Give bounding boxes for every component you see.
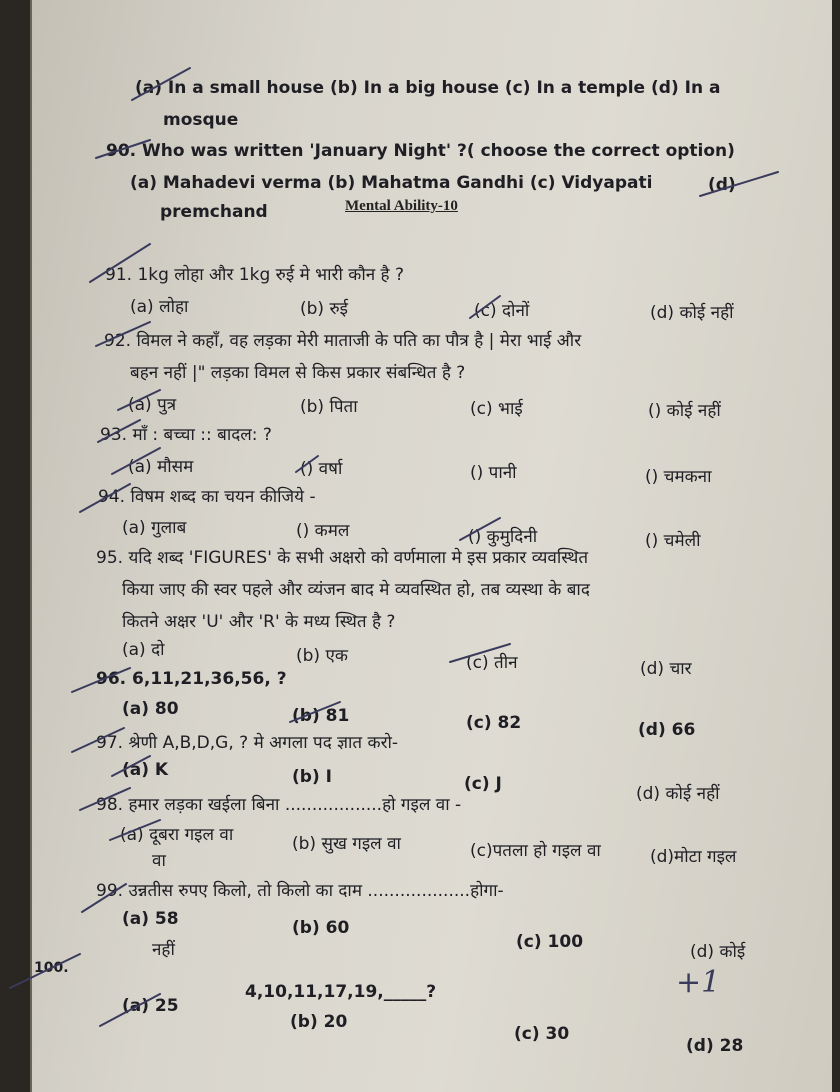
q90-option-d-cont: premchand: [160, 202, 268, 222]
q99-option-d-cont: नहीं: [152, 940, 175, 960]
q93-option-c: () पानी: [470, 463, 517, 483]
section-title: Mental Ability-10: [345, 198, 458, 214]
q94-option-d: () चमेली: [645, 531, 701, 551]
q92-option-b: (b) पिता: [300, 397, 358, 417]
q98-option-d: (d)मोटा गइल: [650, 847, 737, 867]
q100-option-b: (b) 20: [290, 1012, 348, 1032]
q93-option-d: () चमकना: [645, 467, 712, 487]
q92-option-d: () कोई नहीं: [648, 401, 721, 421]
q96-option-d: (d) 66: [638, 720, 696, 740]
q93-option-b: () वर्षा: [300, 459, 343, 479]
q96-option-a: (a) 80: [122, 699, 179, 719]
q98-option-a-cont: वा: [152, 851, 166, 871]
q92-question-line2: बहन नहीं |" लड़का विमल से किस प्रकार संबन्धित है ?: [130, 363, 466, 383]
q95-question-line1: 95. यदि शब्द 'FIGURES' के सभी अक्षरो को वर्णमाला मे इस प्रकार व्यवस्थित: [96, 548, 589, 568]
q100-option-c: (c) 30: [514, 1024, 570, 1044]
q91-question: 91. 1kg लोहा और 1kg रुई मे भारी कौन है ?: [105, 265, 405, 285]
q89-option-a: (a) In a small house: [135, 78, 325, 98]
q99-option-a: (a) 58: [122, 909, 179, 929]
q89-option-d-cont: mosque: [163, 110, 239, 130]
q90-option-c: (c) Vidyapati: [529, 173, 653, 193]
q98-option-a: (a) दूबरा गइल वा: [120, 825, 234, 845]
q95-option-b: (b) एक: [296, 646, 348, 666]
q89-option-b: (b) In a big house: [330, 78, 499, 98]
q92-option-a: (a) पुत्र: [128, 395, 177, 415]
q98-question: 98. हमार लड़का खईला बिना ..................हो गइल वा -: [96, 795, 462, 815]
q96-option-b: (b) 81: [292, 706, 350, 726]
q90-option-a: (a) Mahadevi verma: [130, 173, 322, 193]
q100-option-d: (d) 28: [686, 1036, 744, 1056]
q97-question: 97. श्रेणी A,B,D,G, ? मे अगला पद ज्ञात करो-: [96, 733, 399, 753]
q91-option-b: (b) रुई: [300, 299, 348, 319]
q99-option-d: (d) कोई: [690, 942, 746, 962]
q98-option-c: (c)पतला हो गइल वा: [470, 841, 601, 861]
q98-option-b: (b) सुख गइल वा: [292, 834, 401, 854]
q99-option-c: (c) 100: [516, 932, 584, 952]
q91-option-d: (d) कोई नहीं: [650, 303, 734, 323]
score-note: +1: [676, 965, 721, 1000]
q89-option-d: (d) In a: [651, 78, 721, 98]
q89-options: [135, 78, 720, 98]
q100-number: 100.: [34, 960, 69, 976]
q90-options: [130, 173, 652, 193]
q90-option-b: (b) Mahatma Gandhi: [327, 173, 524, 193]
q94-option-b: () कमल: [296, 521, 350, 541]
q92-question-line1: 92. विमल ने कहाँ, वह लड़का मेरी माताजी के पति का पौत्र है | मेरा भाई और: [104, 331, 582, 351]
q93-option-a: (a) मौसम: [128, 457, 194, 477]
q99-option-b: (b) 60: [292, 918, 350, 938]
q97-option-b: (b) I: [292, 767, 332, 787]
q90-question: 90. Who was written 'January Night' ?( choose the correct option): [106, 141, 735, 161]
q93-question: 93. माँ : बच्चा :: बादल: ?: [100, 425, 272, 445]
q95-option-c: (c) तीन: [466, 653, 518, 673]
q97-option-a: (a) K: [122, 760, 169, 780]
q95-option-a: (a) दो: [122, 640, 165, 660]
q95-question-line2: किया जाए की स्वर पहले और व्यंजन बाद मे व्यवस्थित हो, तब व्यस्था के बाद: [122, 580, 590, 600]
q92-option-c: (c) भाई: [470, 399, 523, 419]
q95-option-d: (d) चार: [640, 659, 692, 679]
q91-option-c: (c) दोनों: [474, 301, 530, 321]
q91-option-a: (a) लोहा: [130, 297, 189, 317]
q94-option-a: (a) गुलाब: [122, 518, 187, 538]
q99-question: 99. उन्नतीस रुपए किलो, तो किलो का दाम ...................होगा-: [96, 881, 504, 901]
q90-option-d: (d): [708, 175, 736, 195]
q96-option-c: (c) 82: [466, 713, 522, 733]
q100-option-a: (a) 25: [122, 996, 179, 1016]
q96-question: 96. 6,11,21,36,56, ?: [96, 669, 287, 689]
q95-question-line3: कितने अक्षर 'U' और 'R' के मध्य स्थित है ?: [122, 612, 396, 632]
q94-option-c: () कुमुदिनी: [468, 527, 538, 547]
q97-option-d: (d) कोई नहीं: [636, 784, 720, 804]
q89-option-c: (c) In a temple: [504, 78, 646, 98]
q97-option-c: (c) J: [464, 774, 502, 794]
q94-question: 94. विषम शब्द का चयन कीजिये -: [98, 487, 316, 507]
q100-question: 4,10,11,17,19,_____?: [245, 982, 437, 1002]
